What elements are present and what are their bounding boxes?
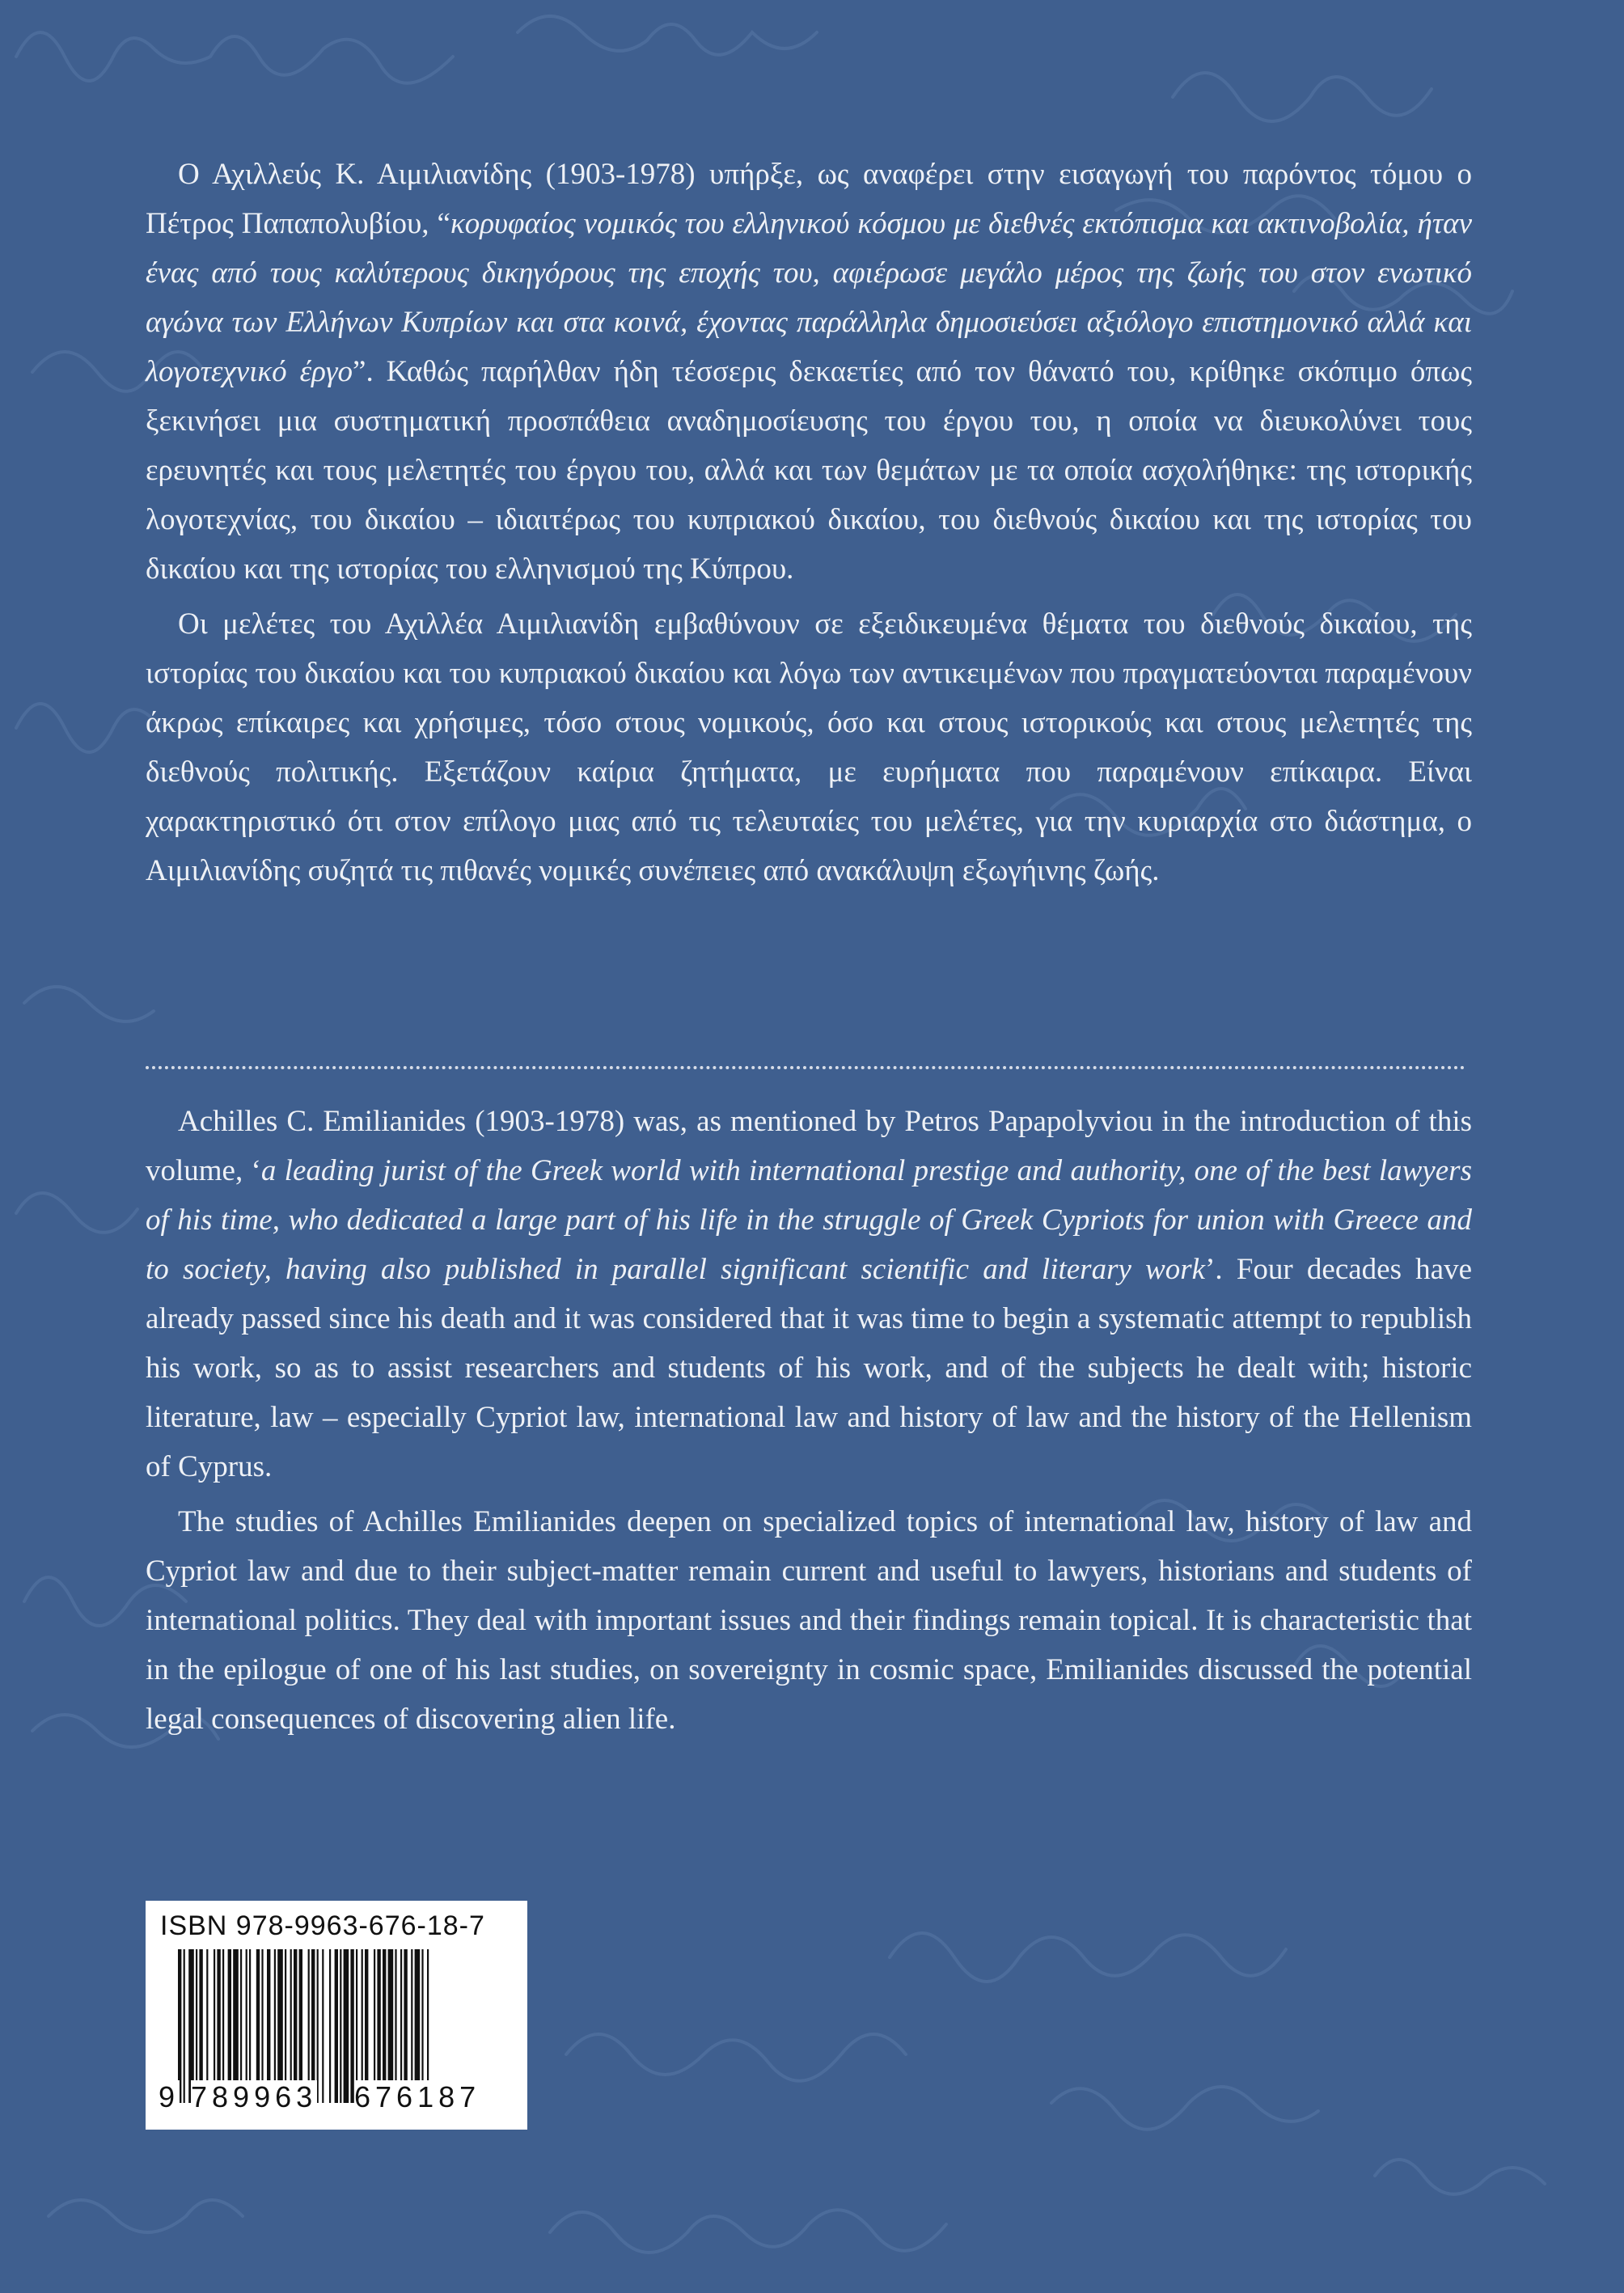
english-paragraph-1-rest: ’. Four decades have already passed since his death and it was considered that it was time to begin a systematic attempt to republish his work, so as to assist researchers and students of his work, and of the subjects he dealt with; historic literature, law – especially Cypriot law, international law and history of law and the history of the Hellenism of Cyprus. [146,1253,1472,1483]
english-paragraph-1 [146,1097,1472,1491]
barcode-digits [146,2080,527,2121]
barcode-digit-first: 9 [159,2080,180,2113]
section-divider [146,1066,1465,1069]
isbn-barcode-box [146,1901,527,2130]
english-paragraph-1-quote: a leading jurist of the Greek world with international prestige and authority, one of the best lawyers of his time, who dedicated a large part of his life in the struggle of Greek Cypriots for union with Greece and to society, having also published in parallel significant scientific and literary work [146,1154,1472,1286]
greek-paragraph-2: Οι μελέτες του Αχιλλέα Αιμιλιανίδη εμβαθύνουν σε εξειδικευμένα θέματα του διεθνούς δικαίου, της ιστορίας του δικαίου και του κυπριακού δικαίου και λόγω των αντικειμένων που πραγματεύονται παραμένουν άκρως επίκαιρες και χρήσιμες, τόσο στους νομικούς, όσο και στους ιστορικούς και στους μελετητές της διεθνούς πολιτικής. Εξετάζουν καίρια ζητήματα, με ευρήματα που παραμένουν επίκαιρα. Είναι χαρακτηριστικό ότι στον επίλογο μιας από τις τελευταίες του μελέτες, για την κυριαρχία στο διάστημα, ο Αιμιλιανίδης συζητά τις πιθανές νομικές συνέπειες από ανακάλυψη εξωγήινης ζωής. [146,607,1472,887]
barcode-digits-left: 789963 [191,2080,318,2113]
isbn-label: ISBN 978-9963-676-18-7 [160,1910,485,1941]
greek-paragraph-1-intro: Ο Αχιλλεύς Κ. Αιμιλιανίδης (1903-1978) υπήρξε, ως αναφέρει στην εισαγωγή του παρόντος τόμου ο Πέτρος Παπαπολυβίου, “ [146,158,1472,240]
english-paragraph-2: The studies of Achilles Emilianides deepen on specialized topics of international law, history of law and Cypriot law and due to their subject-matter remain current and useful to lawyers, historians and students of international politics. They deal with important issues and their findings remain topical. It is characteristic that in the epilogue of one of his last studies, on sovereignty in cosmic space, Emilianides discussed the potential legal consequences of discovering alien life. [146,1505,1472,1736]
greek-paragraph-1-quote: κορυφαίος νομικός του ελληνικού κόσμου με διεθνές εκτόπισμα και ακτινοβολία, ήταν ένας από τους καλύτερους δικηγόρους της εποχής του, αφιέρωσε μεγάλο μέρος της ζωής του στον ενωτικό αγώνα των Ελλήνων Κυπρίων και στα κοινά, έχοντας παράλληλα δημοσιεύσει αξιόλογο επιστημονικό αλλά και λογοτεχνικό έργο [146,207,1472,388]
english-paragraph-1-intro: Achilles C. Emilianides (1903-1978) was, as mentioned by Petros Papapolyviou in the introduction of this volume, ‘ [146,1105,1472,1187]
barcode-digits-right: 676187 [354,2080,481,2113]
greek-paragraph-1-rest: ”. Καθώς παρήλθαν ήδη τέσσερις δεκαετίες από τον θάνατό του, κρίθηκε σκόπιμο όπως ξεκινήσει μια συστηματική προσπάθεια αναδημοσίευσης του έργου του, η οποία να διευκολύνει τους ερευνητές και τους μελετητές του έργου του, αλλά και των θεμάτων με τα οποία ασχολήθηκε: της ιστορικής λογοτεχνίας, του δικαίου – ιδιαιτέρως του κυπριακού δικαίου, του διεθνούς δικαίου και της ιστορίας του δικαίου και της ιστορίας του ελληνισμού της Κύπρου. [146,355,1473,586]
greek-description [146,150,1472,895]
english-description [146,1097,1472,1744]
greek-paragraph-1 [146,150,1472,594]
